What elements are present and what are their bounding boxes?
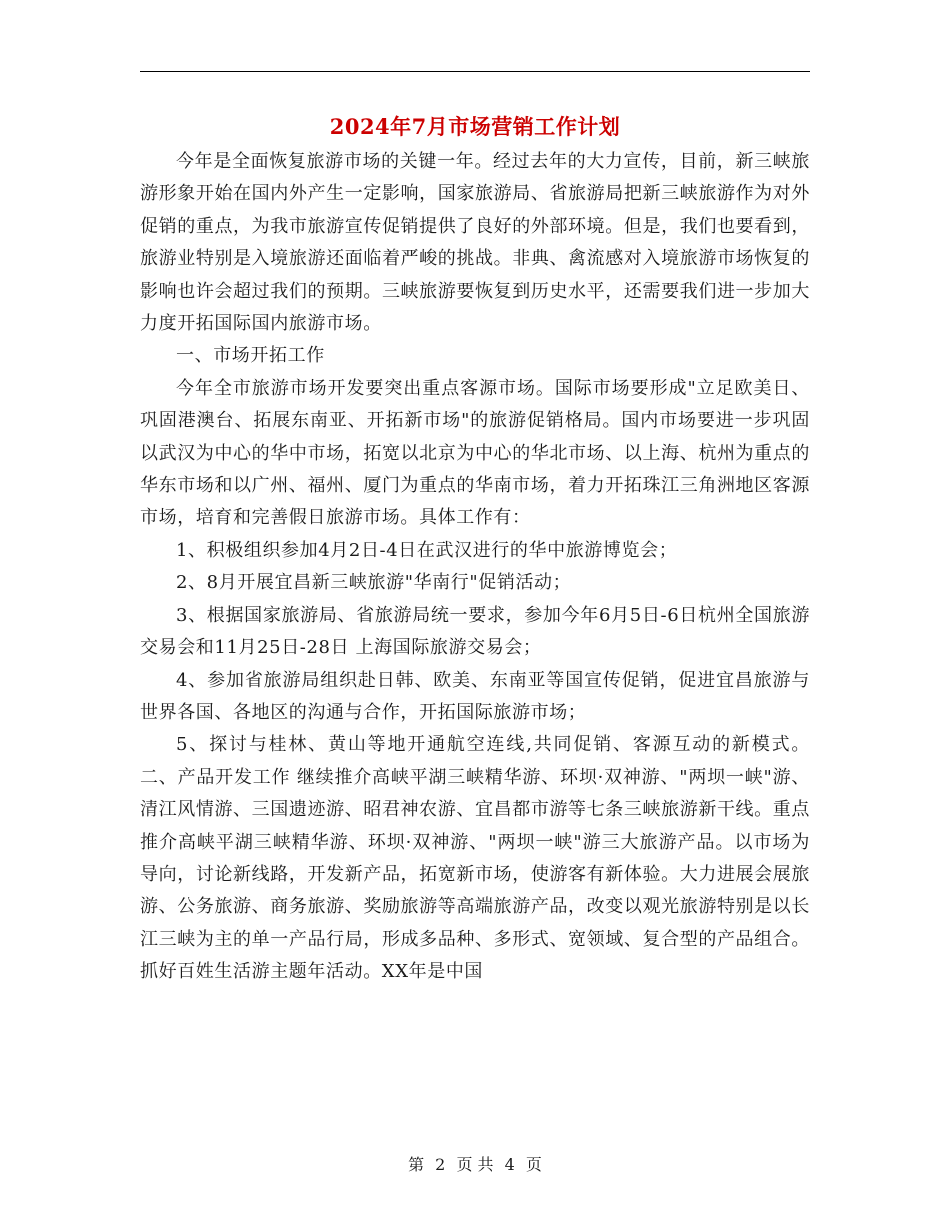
document-title: 2024年7月市场营销工作计划 bbox=[329, 114, 621, 139]
header-rule bbox=[140, 71, 810, 72]
document-body bbox=[140, 146, 810, 989]
footer-prefix: 第 bbox=[408, 1155, 425, 1174]
list-item: 5、探讨与桂林、黄山等地开通航空连线,共同促销、客源互动的新模式。 二、产品开发工作 继续推介高峡平湖三峡精华游、环坝·双神游、"两坝一峡"游、清江风情游、三国遗迹游、昭君神农游、宜昌都市游等七条三峡旅游新干线。重点推介高峡平湖三峡精华游、环坝·双神游、"两坝一峡"游三大旅游产品。以市场为导向，讨论新线路，开发新产品，拓宽新市场，使游客有新体验。大力进展会展旅游、公务旅游、商务旅游、奖励旅游等高端旅游产品，改变以观光旅游特别是以长江三峡为主的单一产品行局，形成多品种、多形式、宽领域、复合型的产品组合。抓好百姓生活游主题年活动。XX年是中国 bbox=[140, 734, 810, 983]
page-footer bbox=[0, 1153, 950, 1177]
list-item: 2、8月开展宜昌新三峡旅游"华南行"促销活动； bbox=[176, 572, 572, 594]
section-heading-market: 一、市场开拓工作 bbox=[176, 345, 325, 367]
list-item: 1、积极组织参加4月2日-4日在武汉进行的华中旅游博览会； bbox=[176, 539, 678, 561]
market-paragraph: 今年全市旅游市场开发要突出重点客源市场。国际市场要形成"立足欧美日、巩固港澳台、拓展东南亚、开拓新市场"的旅游促销格局。国内市场要进一步巩固以武汉为中心的华中市场，拓宽以北京为中心的华北市场、以上海、杭州为重点的华东市场和以广州、福州、厦门为重点的华南市场，着力开拓珠江三角洲地区客源市场，培育和完善假日旅游市场。具体工作有： bbox=[140, 377, 810, 529]
current-page-number: 2 bbox=[435, 1155, 446, 1174]
footer-suffix: 页 bbox=[525, 1155, 542, 1174]
intro-paragraph: 今年是全面恢复旅游市场的关键一年。经过去年的大力宣传，目前，新三峡旅游形象开始在国内外产生一定影响，国家旅游局、省旅游局把新三峡旅游作为对外促销的重点，为我市旅游宣传促销提供了良好的外部环境。但是，我们也要看到，旅游业特别是入境旅游还面临着严峻的挑战。非典、禽流感对入境旅游市场恢复的影响也许会超过我们的预期。三峡旅游要恢复到历史水平，还需要我们进一步加大力度开拓国际国内旅游市场。 bbox=[140, 151, 810, 335]
list-item: 3、根据国家旅游局、省旅游局统一要求，参加今年6月5日-6日杭州全国旅游交易会和11月25日-28日 上海国际旅游交易会； bbox=[140, 604, 810, 659]
total-page-count: 4 bbox=[504, 1155, 515, 1174]
list-item: 4、参加省旅游局组织赴日韩、欧美、东南亚等国宣传促销，促进宜昌旅游与世界各国、各地区的沟通与合作，开拓国际旅游市场； bbox=[140, 669, 810, 723]
footer-middle: 页 共 bbox=[456, 1155, 494, 1174]
